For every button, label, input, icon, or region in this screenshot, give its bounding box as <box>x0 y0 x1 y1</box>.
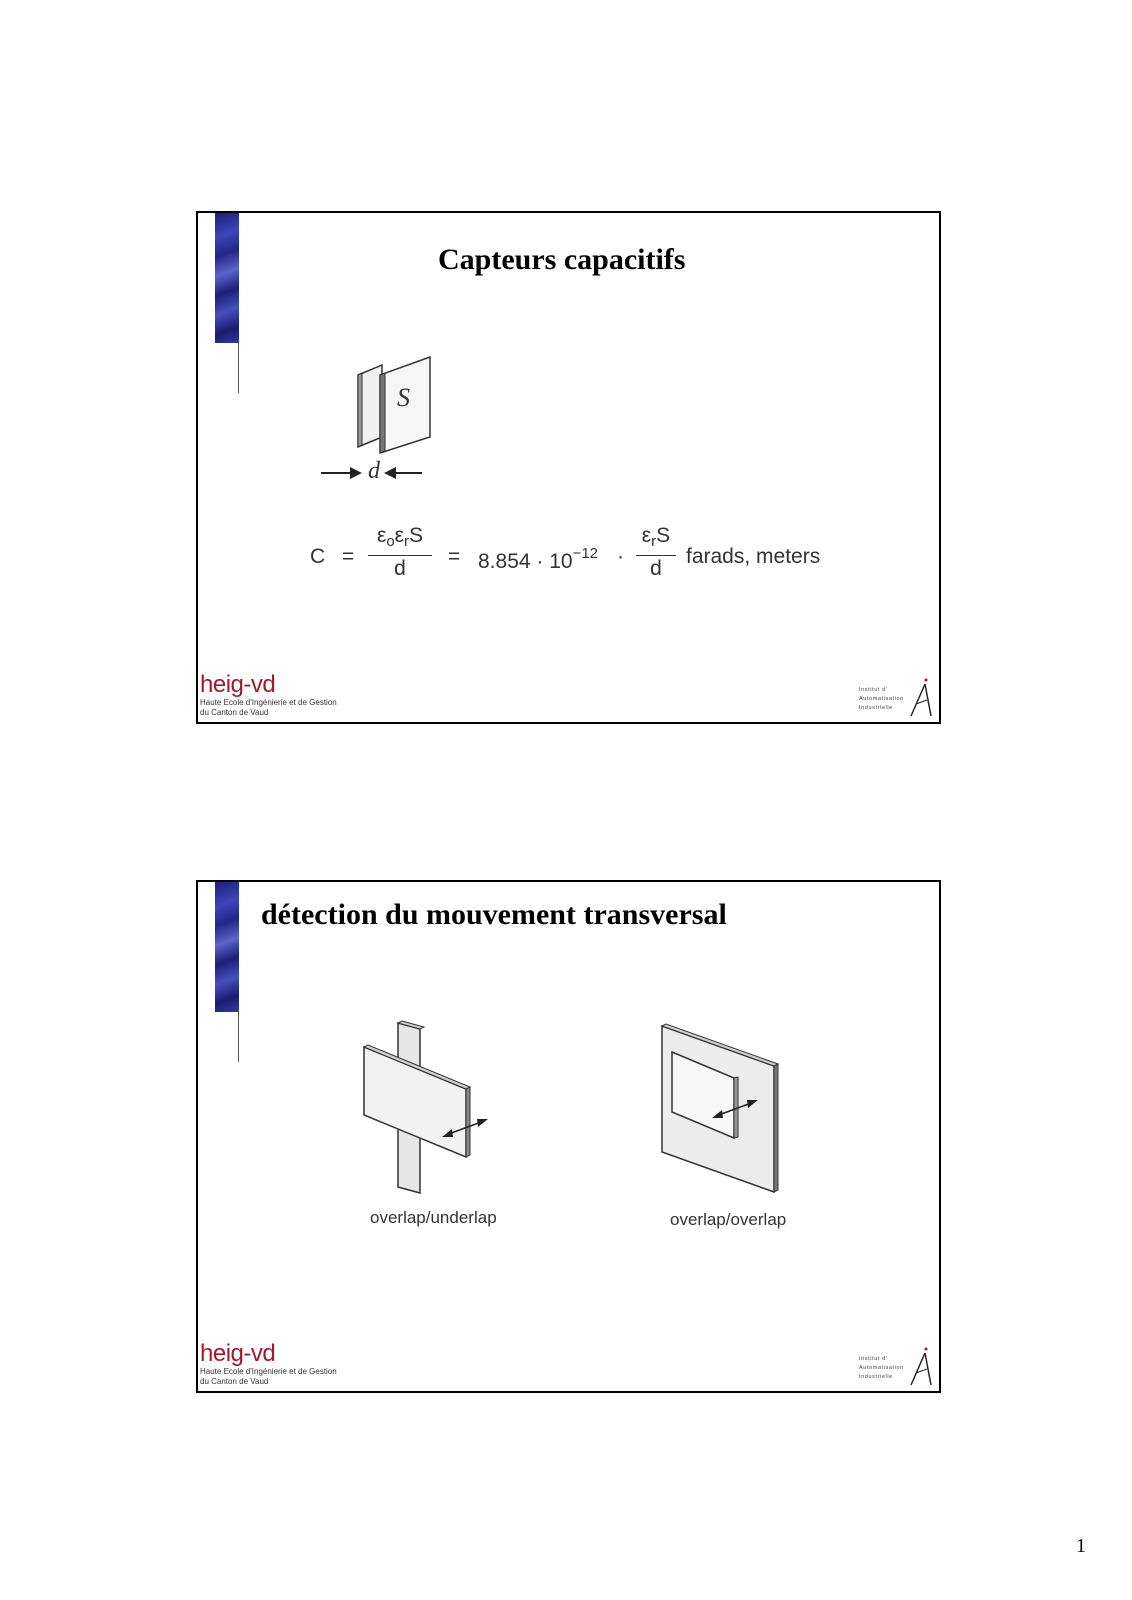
iai-logo <box>859 1347 933 1387</box>
capacitance-formula <box>310 523 870 593</box>
gap-distance-label: d <box>368 458 380 484</box>
logo-line-1: Haute Ecole d'Ingénierie et de Gestion <box>200 1367 337 1376</box>
iai-line-3: Industrielle <box>859 705 893 711</box>
heig-vd-logo <box>200 1341 337 1387</box>
iai-symbol-icon <box>909 1347 933 1387</box>
epsilon-symbol: ε <box>376 524 387 547</box>
iai-line-1: Institut d' <box>859 1356 888 1362</box>
plate-area-label: S <box>397 383 410 412</box>
slide-detection-mouvement <box>196 880 941 1393</box>
overlap-overlap-figure <box>658 1022 793 1197</box>
formula-exponent: −12 <box>572 545 599 562</box>
logo-name: heig-vd <box>200 1340 276 1367</box>
logo-line-2: du Canton de Vaud <box>200 1377 269 1386</box>
decorative-bar <box>215 882 239 1012</box>
logo-line-1: Haute Ecole d'Ingénierie et de Gestion <box>200 698 337 707</box>
epsilon-subscript-o: o <box>386 533 395 550</box>
capacitor-plates-figure <box>318 353 448 493</box>
area-symbol: S <box>656 524 671 547</box>
heig-vd-logo <box>200 672 337 718</box>
area-symbol: S <box>409 524 424 547</box>
iai-logo <box>859 678 933 718</box>
caption-overlap-underlap: overlap/underlap <box>370 1208 497 1227</box>
decorative-bar <box>215 213 239 343</box>
epsilon-subscript-r: r <box>404 533 410 550</box>
epsilon-symbol: ε <box>641 524 652 547</box>
slide-capteurs-capacitifs <box>196 211 941 724</box>
slide-title: détection du mouvement transversal <box>261 898 727 931</box>
caption-overlap-overlap: overlap/overlap <box>670 1210 787 1229</box>
decorative-line <box>238 341 239 393</box>
slide-title: Capteurs capacitifs <box>438 243 686 276</box>
formula-equals: = <box>342 545 355 568</box>
distance-symbol: d <box>650 557 662 580</box>
formula-lhs: C <box>310 545 326 568</box>
page-number: 1 <box>1076 1535 1086 1557</box>
fraction-eps-s-over-d <box>368 523 432 582</box>
iai-line-2: Automatisation <box>859 696 904 702</box>
formula-dot: · <box>617 545 624 568</box>
formula-coefficient: $8.854 \cdot 10^{-12}$ <box>478 545 599 573</box>
overlap-underlap-figure <box>358 1017 508 1202</box>
iai-line-3: Industrielle <box>859 1374 893 1380</box>
formula-units: farads, meters <box>686 545 821 568</box>
distance-symbol: d <box>394 557 406 580</box>
formula-equals-2: = <box>448 545 461 568</box>
decorative-line <box>238 1010 239 1062</box>
epsilon-symbol: ε <box>394 524 405 547</box>
iai-line-1: Institut d' <box>859 687 888 693</box>
iai-symbol-icon <box>909 678 933 718</box>
epsilon-subscript-r: r <box>651 533 657 550</box>
fraction-eps-r-s-over-d <box>636 523 676 582</box>
iai-line-2: Automatisation <box>859 1365 904 1371</box>
logo-line-2: du Canton de Vaud <box>200 708 269 717</box>
logo-name: heig-vd <box>200 671 276 698</box>
